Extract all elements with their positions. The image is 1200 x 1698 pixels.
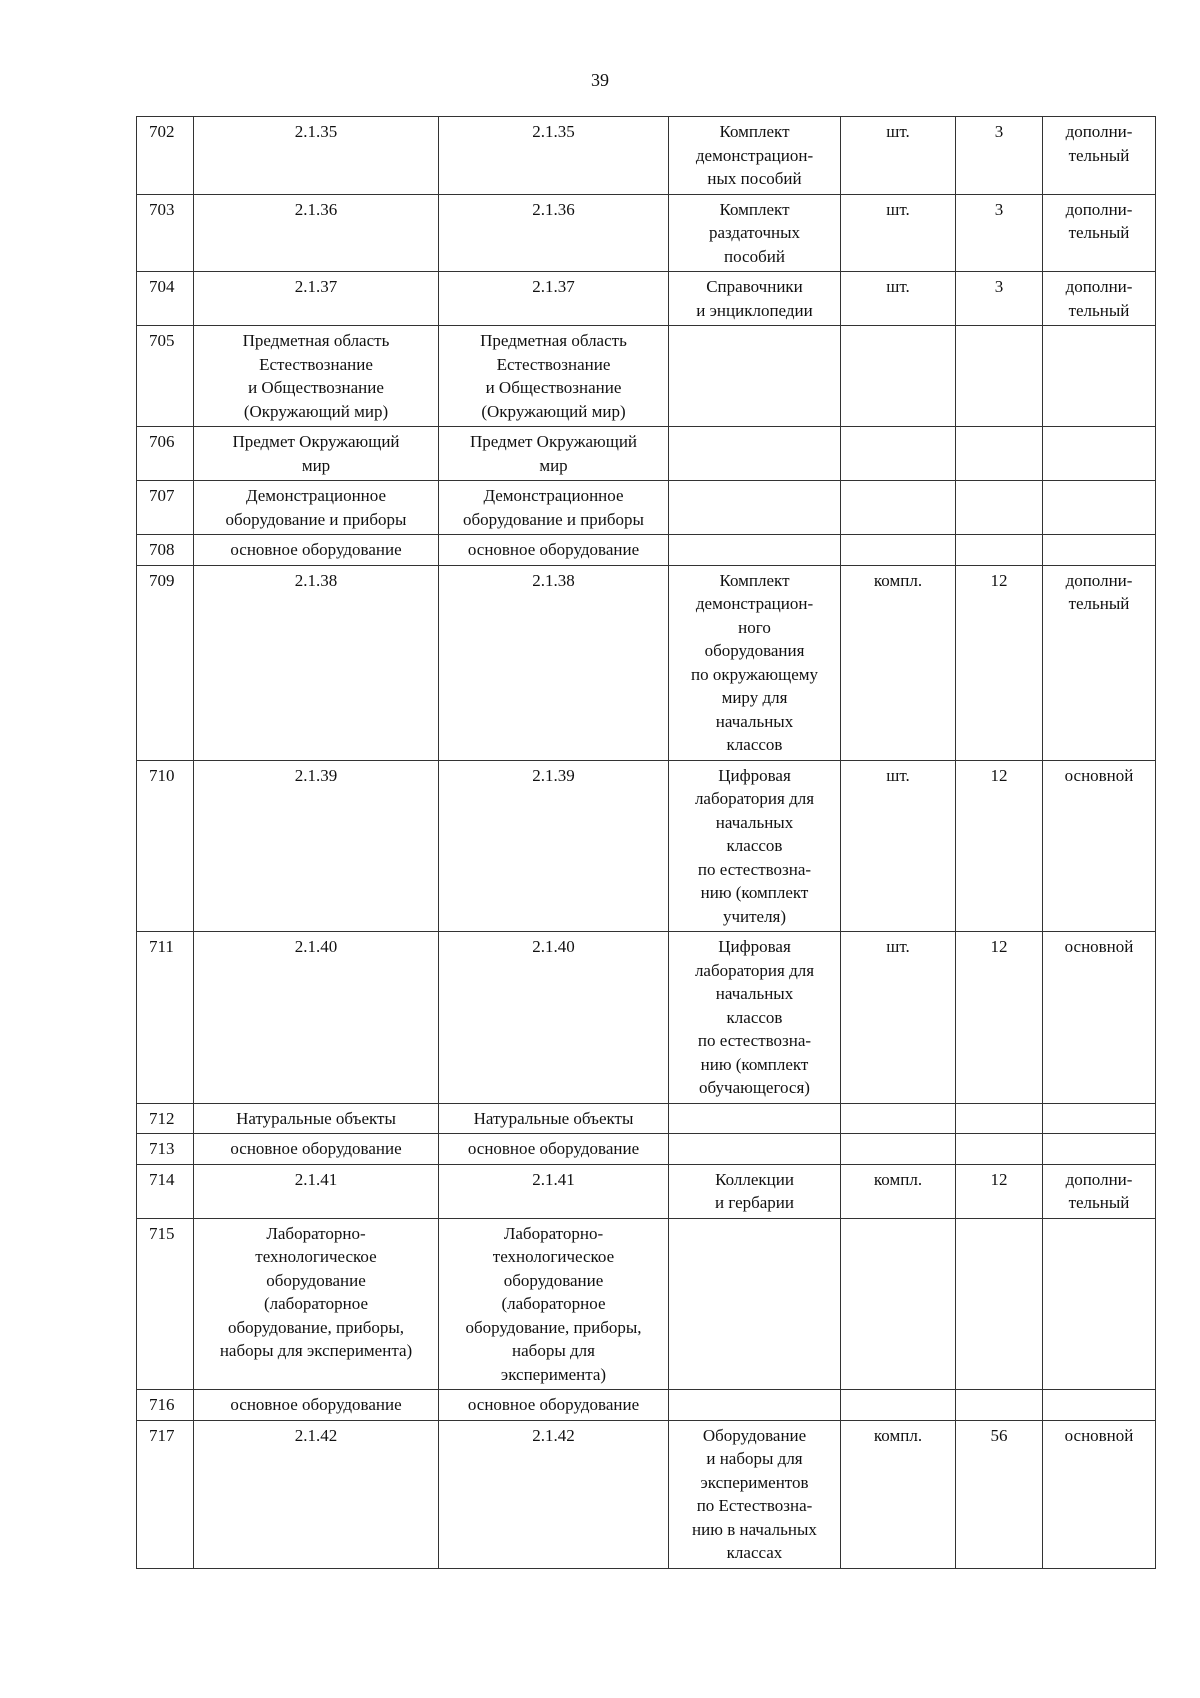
row-number-cell-text: 712 [149,1108,175,1128]
equipment-type-cell-text: дополни- тельный [1065,1169,1133,1212]
code-duplicate-cell-text: 2.1.42 [532,1425,575,1445]
quantity-cell [956,1103,1043,1134]
table-row [137,481,1156,535]
code-cell [194,326,439,427]
table-row [137,932,1156,1104]
table-row [137,535,1156,566]
quantity-cell [956,1134,1043,1165]
code-duplicate-cell [439,427,669,481]
quantity-cell-text: 3 [994,277,1004,296]
code-cell-text: Демонстрационное оборудование и приборы [225,486,407,529]
row-number-cell-text: 711 [149,937,174,956]
code-duplicate-cell [439,535,669,566]
table-row [137,194,1156,272]
row-number-cell-text: 704 [149,277,175,296]
code-duplicate-cell [439,1103,669,1134]
equipment-type-cell-text: дополни- тельный [1065,277,1133,320]
row-number-cell-text: 709 [149,570,175,590]
unit-cell [841,117,956,195]
code-cell [194,760,439,932]
row-number-cell-text: 708 [149,540,175,559]
item-name-cell [669,1164,841,1218]
item-name-cell [669,565,841,760]
code-cell-text: основное оборудование [230,1139,402,1158]
row-number-cell [137,1420,194,1568]
table-row [137,1134,1156,1165]
item-name-cell [669,1134,841,1165]
table-row [137,427,1156,481]
code-cell-text: 2.1.37 [294,277,338,296]
item-name-cell [669,932,841,1104]
quantity-cell-text: 12 [990,1169,1008,1189]
quantity-cell-text: 12 [990,570,1008,590]
code-duplicate-cell-text: 2.1.36 [532,199,575,219]
unit-cell [841,535,956,566]
item-name-cell-text: Комплект демонстрацион- ных пособий [695,122,814,188]
unit-cell [841,194,956,272]
row-number-cell [137,427,194,481]
unit-cell-text: компл. [873,570,923,590]
equipment-type-cell-text: основной [1064,1425,1134,1445]
table-row [137,1420,1156,1568]
item-name-cell [669,1420,841,1568]
row-number-cell-text: 702 [149,122,175,141]
row-number-cell [137,117,194,195]
code-duplicate-cell [439,1164,669,1218]
row-number-cell-text: 710 [149,765,175,785]
code-duplicate-cell [439,326,669,427]
row-number-cell [137,326,194,427]
code-cell [194,1390,439,1421]
row-number-cell-text: 707 [149,486,175,505]
unit-cell [841,1390,956,1421]
code-duplicate-cell-text: Предмет Окружающий мир [469,432,638,475]
item-name-cell-text: Справочники и энциклопедии [696,277,813,320]
item-name-cell-text: Комплект демонстрацион- ного оборудования по окружающему миру для начальных классов [690,570,819,754]
table-row [137,1164,1156,1218]
item-name-cell-text: Цифровая лаборатория для начальных классов по естествозна- нию (комплект учителя) [694,765,815,926]
quantity-cell-text: 12 [990,937,1008,956]
quantity-cell [956,326,1043,427]
equipment-type-cell [1043,326,1156,427]
code-cell [194,481,439,535]
quantity-cell [956,481,1043,535]
code-duplicate-cell-text: основное оборудование [467,1139,640,1158]
quantity-cell [956,535,1043,566]
row-number-cell [137,565,194,760]
code-duplicate-cell [439,1390,669,1421]
item-name-cell [669,117,841,195]
equipment-type-cell [1043,427,1156,481]
table-row [137,1103,1156,1134]
quantity-cell [956,1164,1043,1218]
row-number-cell [137,760,194,932]
unit-cell [841,760,956,932]
row-number-cell [137,535,194,566]
code-cell [194,1164,439,1218]
code-cell-text: Предмет Окружающий мир [232,432,400,475]
row-number-cell-text: 716 [149,1395,175,1414]
code-cell-text: основное оборудование [230,1395,402,1414]
code-cell [194,194,439,272]
table-row [137,117,1156,195]
quantity-cell-text: 3 [994,122,1004,141]
unit-cell-text: шт. [886,937,910,956]
code-cell [194,1103,439,1134]
item-name-cell [669,194,841,272]
unit-cell [841,1134,956,1165]
code-cell-text: 2.1.38 [294,570,338,590]
row-number-cell [137,1390,194,1421]
equipment-type-cell-text: дополни- тельный [1065,570,1133,613]
quantity-cell-text: 56 [990,1425,1008,1445]
unit-cell [841,1103,956,1134]
equipment-type-cell [1043,117,1156,195]
quantity-cell [956,565,1043,760]
quantity-cell-text: 12 [990,765,1008,785]
row-number-cell [137,194,194,272]
equipment-type-cell-text: основной [1064,937,1134,956]
code-duplicate-cell-text: 2.1.35 [532,122,575,141]
row-number-cell-text: 706 [149,432,175,451]
equipment-type-cell [1043,535,1156,566]
code-cell [194,1134,439,1165]
code-duplicate-cell-text: Демонстрационное оборудование и приборы [463,486,644,529]
row-number-cell-text: 714 [149,1169,175,1189]
code-duplicate-cell-text: 2.1.37 [532,277,575,296]
item-name-cell [669,326,841,427]
code-cell-text: Предметная область Естествознание и Обществознание (Окружающий мир) [242,331,390,421]
unit-cell [841,1164,956,1218]
code-cell-text: 2.1.40 [294,937,338,956]
quantity-cell [956,1218,1043,1390]
table-row [137,565,1156,760]
equipment-type-cell [1043,194,1156,272]
code-cell [194,1420,439,1568]
code-duplicate-cell-text: Предметная область Естествознание и Обществознание (Окружающий мир) [480,331,627,421]
code-cell-text: Натуральные объекты [236,1108,396,1128]
code-cell-text: 2.1.41 [294,1169,338,1189]
code-duplicate-cell [439,1134,669,1165]
unit-cell [841,565,956,760]
unit-cell-text: компл. [873,1169,923,1189]
row-number-cell [137,1134,194,1165]
row-number-cell [137,1103,194,1134]
row-number-cell [137,272,194,326]
quantity-cell [956,760,1043,932]
code-duplicate-cell-text: 2.1.39 [532,765,575,785]
item-name-cell [669,1103,841,1134]
unit-cell-text: шт. [886,199,910,219]
unit-cell [841,481,956,535]
table-row [137,1218,1156,1390]
code-duplicate-cell [439,194,669,272]
row-number-cell-text: 705 [149,331,175,350]
code-duplicate-cell [439,760,669,932]
code-duplicate-cell [439,272,669,326]
code-cell-text: 2.1.42 [294,1425,338,1445]
quantity-cell [956,117,1043,195]
unit-cell [841,932,956,1104]
quantity-cell [956,1390,1043,1421]
code-duplicate-cell-text: Лабораторно- технологическое оборудование (лабораторное оборудование, приборы, наборы для эксперимента) [465,1223,642,1384]
code-duplicate-cell [439,117,669,195]
quantity-cell-text: 3 [994,199,1004,219]
equipment-type-cell [1043,760,1156,932]
code-duplicate-cell [439,565,669,760]
item-name-cell [669,1390,841,1421]
quantity-cell [956,1420,1043,1568]
code-duplicate-cell-text: основное оборудование [467,540,640,559]
unit-cell [841,272,956,326]
unit-cell [841,1218,956,1390]
equipment-type-cell [1043,272,1156,326]
table-body [137,117,1156,1569]
equipment-type-cell [1043,932,1156,1104]
item-name-cell-text: Цифровая лаборатория для начальных классов по естествозна- нию (комплект обучающегося) [694,937,815,1097]
row-number-cell [137,481,194,535]
code-cell [194,1218,439,1390]
unit-cell-text: шт. [886,277,910,296]
code-cell [194,535,439,566]
code-duplicate-cell-text: 2.1.38 [532,570,575,590]
code-duplicate-cell [439,1218,669,1390]
item-name-cell-text: Оборудование и наборы для экспериментов по Естествозна- нию в начальных классах [692,1425,817,1562]
row-number-cell-text: 715 [149,1223,175,1243]
code-cell [194,427,439,481]
code-cell [194,272,439,326]
code-duplicate-cell-text: 2.1.41 [532,1169,575,1189]
item-name-cell [669,760,841,932]
row-number-cell [137,1164,194,1218]
code-duplicate-cell [439,932,669,1104]
code-cell-text: основное оборудование [230,540,402,559]
row-number-cell [137,1218,194,1390]
item-name-cell [669,1218,841,1390]
item-name-cell [669,427,841,481]
table-row [137,272,1156,326]
code-cell-text: 2.1.39 [294,765,338,785]
code-duplicate-cell-text: 2.1.40 [532,937,575,956]
code-cell-text: 2.1.35 [294,122,338,141]
equipment-type-cell [1043,1164,1156,1218]
code-duplicate-cell [439,481,669,535]
quantity-cell [956,272,1043,326]
row-number-cell-text: 713 [149,1139,175,1158]
item-name-cell [669,272,841,326]
table-row [137,760,1156,932]
equipment-table [136,116,1156,1569]
unit-cell-text: шт. [886,765,910,785]
code-cell [194,565,439,760]
unit-cell-text: шт. [886,122,910,141]
unit-cell [841,326,956,427]
item-name-cell-text: Коллекции и гербарии [714,1169,795,1212]
quantity-cell [956,932,1043,1104]
row-number-cell [137,932,194,1104]
quantity-cell [956,194,1043,272]
code-duplicate-cell-text: основное оборудование [467,1395,640,1414]
equipment-type-cell [1043,1390,1156,1421]
equipment-type-cell [1043,1134,1156,1165]
equipment-type-cell [1043,565,1156,760]
unit-cell-text: компл. [873,1425,923,1445]
equipment-type-cell-text: дополни- тельный [1065,199,1133,242]
equipment-type-cell [1043,1420,1156,1568]
code-cell-text: 2.1.36 [294,199,338,219]
table-row [137,326,1156,427]
equipment-type-cell-text: дополни- тельный [1065,122,1133,165]
table-row [137,1390,1156,1421]
quantity-cell [956,427,1043,481]
code-duplicate-cell-text: Натуральные объекты [473,1108,634,1128]
row-number-cell-text: 717 [149,1425,175,1445]
code-duplicate-cell [439,1420,669,1568]
equipment-type-cell [1043,481,1156,535]
item-name-cell [669,535,841,566]
code-cell-text: Лабораторно- технологическое оборудование (лабораторное оборудование, приборы, наборы для эксперимента) [219,1223,413,1360]
equipment-type-cell [1043,1103,1156,1134]
row-number-cell-text: 703 [149,199,175,219]
code-cell [194,932,439,1104]
equipment-type-cell-text: основной [1064,765,1134,785]
item-name-cell-text: Комплект раздаточных пособий [708,199,801,266]
unit-cell [841,427,956,481]
page-number: 39 [591,70,609,90]
code-cell [194,117,439,195]
item-name-cell [669,481,841,535]
unit-cell [841,1420,956,1568]
equipment-type-cell [1043,1218,1156,1390]
